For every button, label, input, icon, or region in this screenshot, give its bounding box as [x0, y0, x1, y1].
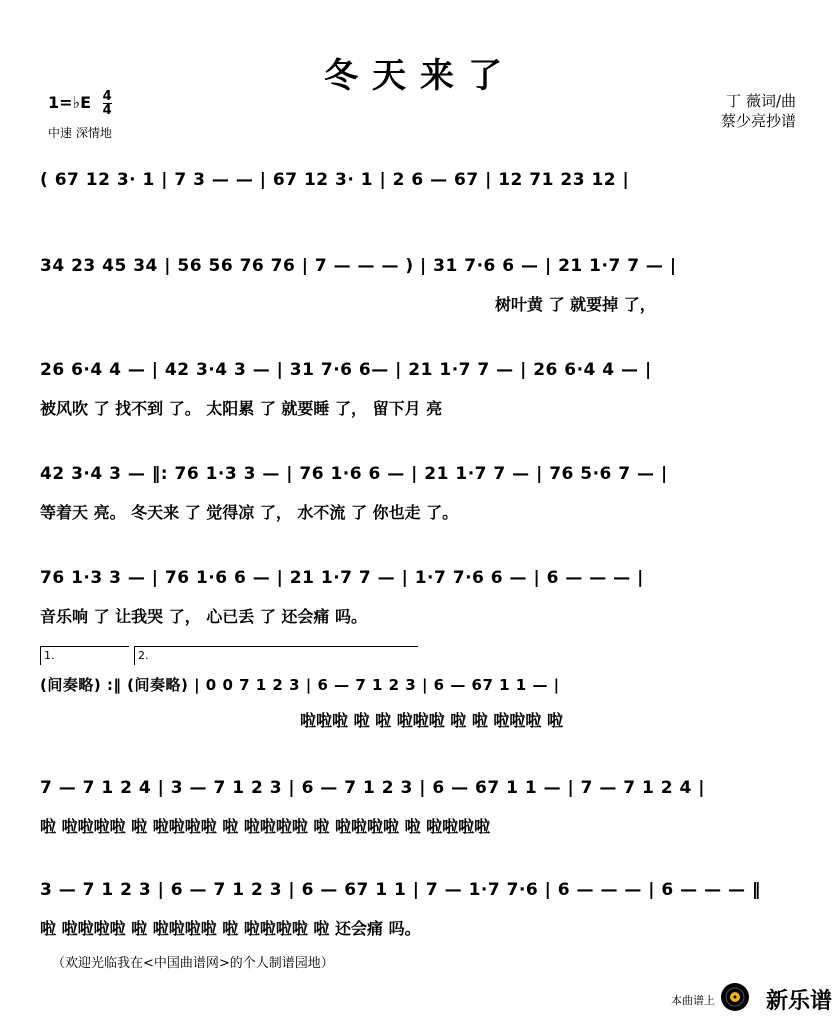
- lyrics-row: 被风吹 了 找不到 了。 太阳累 了 就要睡 了， 留下月 亮: [40, 399, 443, 418]
- notation-row: (间奏略) :‖ (间奏略) | 0 0 7 1 2 3 | 6 — 7 1 2 3 | 6 — 67 1 1 — |: [40, 676, 560, 694]
- lyrics-row: 啦 啦啦啦啦 啦 啦啦啦啦 啦 啦啦啦啦 啦 啦啦啦啦 啦 啦啦啦啦: [40, 817, 491, 836]
- lyrics-row: 树叶黄 了 就要掉 了，: [495, 295, 656, 314]
- notation-row: 7 — 7 1 2 4 | 3 — 7 1 2 3 | 6 — 7 1 2 3 | 6 — 67 1 1 — | 7 — 7 1 2 4 |: [40, 778, 705, 798]
- lyrics-row: 啦 啦啦啦啦 啦 啦啦啦啦 啦 啦啦啦啦 啦 还会痛 吗。: [40, 919, 421, 938]
- lyricist-composer: 丁 薇词/曲: [726, 92, 796, 110]
- time-signature: [103, 90, 112, 117]
- tempo-marking: 中速 深情地: [48, 126, 112, 140]
- time-sig-top: 4: [102, 89, 112, 104]
- song-title: 冬天来了: [324, 56, 516, 96]
- notation-row: 34 23 45 34 | 56 56 76 76 | 7 — — — ) | 31 7·6 6 — | 21 1·7 7 — |: [40, 256, 677, 276]
- notation-row: 26 6·4 4 — | 42 3·4 3 — | 31 7·6 6— | 21 1·7 7 — | 26 6·4 4 — |: [40, 360, 652, 380]
- transcriber: 蔡少亮抄谱: [720, 112, 796, 130]
- notation-row: 76 1·3 3 — | 76 1·6 6 — | 21 1·7 7 — | 1·7 7·6 6 — | 6 — — — |: [40, 568, 644, 588]
- notation-row: ( 67 12 3· 1 | 7 3 — — | 67 12 3· 1 | 2 6 — 67 | 12 71 23 12 |: [40, 170, 630, 190]
- key-signature: [48, 90, 112, 117]
- lyrics-row: 等着天 亮。 冬天来 了 觉得凉 了， 水不流 了 你也走 了。: [40, 503, 459, 522]
- volta-first: 1.: [40, 646, 129, 665]
- footer-note: （欢迎光临我在<中国曲谱网>的个人制谱园地）: [52, 956, 334, 971]
- time-sig-bottom: 4: [102, 103, 112, 118]
- notation-row: 42 3·4 3 — ‖: 76 1·3 3 — | 76 1·6 6 — | 21 1·7 7 — | 76 5·6 7 — |: [40, 464, 668, 484]
- watermark-prefix: 本曲谱上: [671, 994, 715, 1007]
- lyrics-row: 音乐响 了 让我哭 了， 心已丢 了 还会痛 吗。: [40, 607, 367, 626]
- volta-second: 2.: [134, 646, 418, 665]
- watermark-brand: 新乐谱: [765, 989, 832, 1014]
- lyrics-row: 啦啦啦 啦 啦 啦啦啦 啦 啦 啦啦啦 啦: [300, 711, 563, 730]
- vinyl-logo-icon: [720, 982, 750, 1012]
- key-label: 1=♭E: [48, 93, 92, 112]
- notation-row: 3 — 7 1 2 3 | 6 — 7 1 2 3 | 6 — 67 1 1 | 7 — 1·7 7·6 | 6 — — — | 6 — — — ‖: [40, 880, 761, 900]
